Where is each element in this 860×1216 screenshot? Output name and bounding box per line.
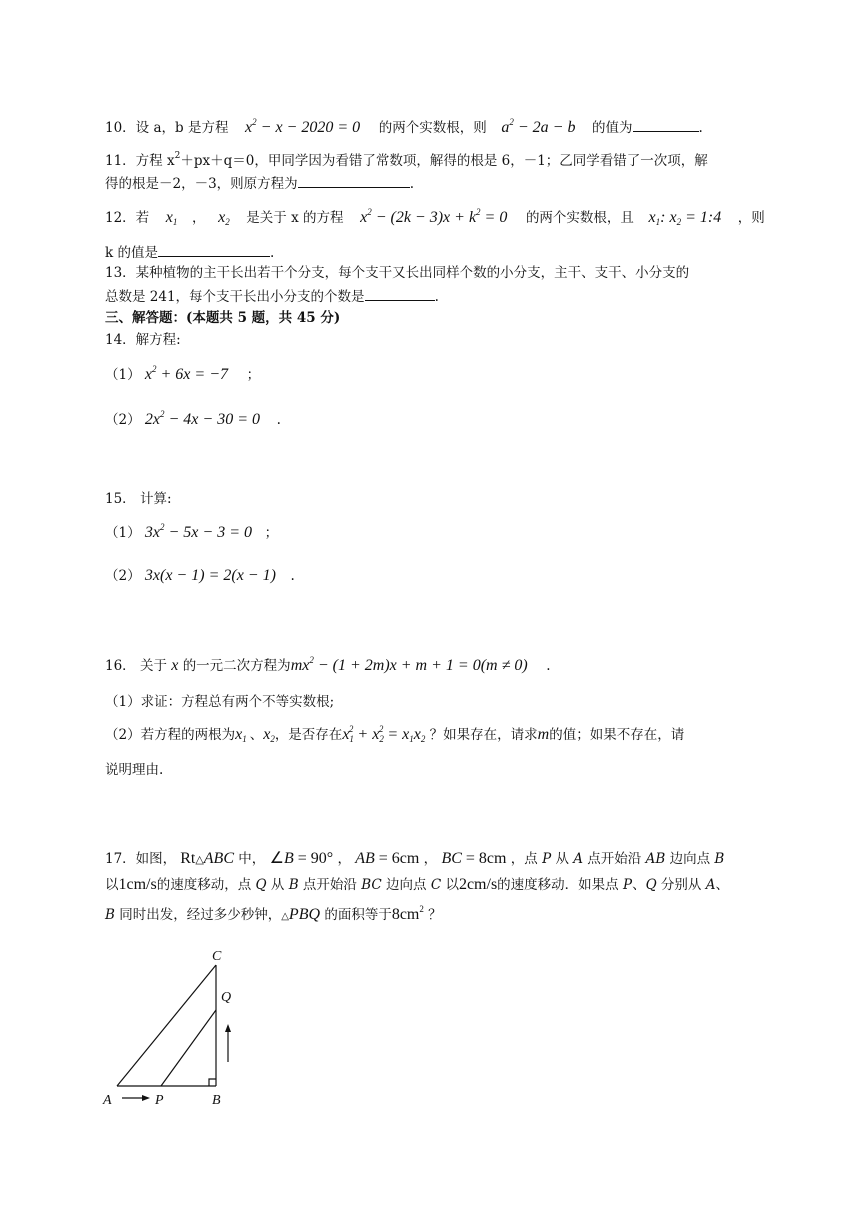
period: . — [409, 176, 414, 192]
q12-text-5: k 的值是 — [105, 245, 158, 261]
q10-equation: $x^2 - x - 2020 = 0$ — [245, 117, 361, 136]
label-a: A — [103, 1093, 112, 1108]
q14-p2-equation: $2x^2 - 4x - 30 = 0$ — [144, 409, 260, 428]
part-label: （1） — [105, 367, 141, 383]
question-17-line-1 — [105, 849, 724, 870]
part-label: （2） — [105, 568, 141, 584]
q10-text-1: 10．设 a，b 是方程 — [105, 120, 229, 136]
q16-p2-text-1: （2）若方程的两根为 — [105, 727, 236, 743]
label-p: P — [155, 1093, 164, 1108]
question-16-part-1: （1）求证：方程总有两个不等实数根; — [105, 694, 335, 710]
period: . — [434, 289, 439, 305]
q12-x2: $x_2$ — [218, 209, 230, 227]
q16-root-x2: $x_2$ — [263, 726, 275, 744]
question-14-title: 14．解方程: — [105, 332, 181, 348]
segment-pq — [161, 1010, 216, 1086]
question-16-line-1 — [105, 656, 551, 676]
question-14-part-1 — [105, 365, 260, 385]
q16-variable-m: m — [537, 726, 550, 743]
q16-text-1: 16． 关于 — [105, 658, 167, 674]
question-13-line-2 — [105, 286, 439, 307]
q16-p2-text-4: 的值；如果不存在，请 — [549, 727, 685, 743]
q12-comma: ， — [191, 210, 206, 226]
period: . — [546, 658, 551, 674]
q11-text: 得的根是－2，－3，则原方程为 — [105, 176, 298, 192]
period: . — [290, 568, 295, 584]
question-11-line-2 — [105, 173, 414, 194]
q16-text-2: 的一元二次方程为 — [182, 658, 291, 674]
part-label: （1） — [105, 525, 141, 541]
question-17-line-2 — [105, 875, 729, 895]
q12-ratio: $x_1$: $x_2$ = 1:4 — [648, 209, 722, 227]
q12-equation: $x^2 - (2k - 3)x + k^2 = 0$ — [360, 207, 508, 226]
period: . — [269, 245, 275, 261]
right-angle-mark — [209, 1079, 216, 1086]
q17-text-1: 17．如图， — [105, 851, 177, 867]
q17-ab: AB = 6cm — [355, 850, 420, 867]
q12-text-3: 的两个实数根，且 — [525, 210, 634, 226]
q17-speed-p: 1cm/s — [118, 876, 157, 893]
arrowhead-right-icon — [142, 1095, 150, 1101]
question-14-part-2 — [105, 410, 281, 430]
q17-pbq: △PBQ — [281, 906, 321, 923]
question-15-part-2 — [105, 566, 295, 586]
q12-text-4: ，则 — [737, 210, 765, 226]
label-b: B — [212, 1093, 221, 1108]
q16-p2-text-3: ？如果存在，请求 — [429, 727, 538, 743]
question-16-part-2-line-2: 说明理由. — [105, 762, 164, 778]
q17-text-6: 的速度移动．如果点 P、Q 分别从 A、 — [497, 877, 729, 893]
answer-blank[interactable] — [158, 242, 270, 257]
q12-text-2: 是关于 x 的方程 — [246, 210, 344, 226]
q16-variable-x: x — [171, 657, 179, 674]
q17-speed-q: 2cm/s — [458, 876, 498, 893]
q16-condition: $x_1^2 + x_2^2 = x_1x_2$ — [342, 724, 426, 744]
arrowhead-up-icon — [225, 1024, 231, 1032]
comma: ， — [423, 851, 438, 867]
section-heading: 三、解答题：(本题共 5 题，共 45 分) — [105, 310, 341, 326]
q10-text-3: 的值为 — [592, 120, 633, 136]
question-10 — [105, 117, 703, 138]
q10-text-2: 的两个实数根，则 — [378, 120, 487, 136]
q17-text-9: ？ — [428, 907, 442, 923]
question-12-line-2 — [105, 242, 274, 263]
q16-p2-text-2: ，是否存在 — [274, 727, 343, 743]
question-16-part-2-line-1 — [105, 725, 684, 745]
label-q: Q — [221, 990, 232, 1005]
q17-angle: ∠B = 90° — [269, 850, 334, 867]
q17-area: $8cm^2$ — [391, 904, 424, 923]
q17-text-3: ，点 P 从 A 点开始沿 AB 边向点 B — [510, 851, 725, 867]
comma: ， — [337, 851, 351, 867]
q12-text-1: 12．若 — [105, 210, 150, 226]
part-label: （2） — [105, 412, 141, 428]
q15-p1-equation: $3x^2 - 5x - 3 = 0$ — [144, 522, 252, 541]
q10-expression: $a^2 - 2a - b$ — [501, 117, 576, 136]
question-13-line-1: 13．某种植物的主干长出若干个分支，每个支干又长出同样个数的小分支，主干、支干、小分支的 — [105, 265, 690, 281]
question-15-part-1 — [105, 523, 278, 543]
q16-root-x1: $x_1$ — [235, 726, 247, 744]
answer-blank[interactable] — [365, 286, 435, 301]
answer-blank[interactable] — [298, 173, 410, 188]
side-ac — [117, 965, 216, 1086]
q12-x1: $x_1$ — [165, 209, 178, 227]
answer-blank[interactable] — [633, 117, 699, 132]
label-c: C — [212, 949, 222, 964]
q17-triangle: Rt△ABC — [180, 850, 234, 867]
q17-bc: BC = 8cm — [441, 850, 507, 867]
separator: 、 — [249, 727, 264, 743]
question-12-line-1 — [105, 208, 765, 228]
q13-text: 总数是 241，每个支干长出小分支的个数是 — [105, 289, 365, 305]
question-15-title: 15． 计算: — [105, 491, 172, 507]
q14-p1-equation: $x^2 + 6x = -7$ — [144, 364, 228, 383]
question-11-line-1: 11．方程 $x^2+px+q=0$，甲同学因为看错了常数项，解得的根是 6，－1；乙同学看错了一次项，解 — [105, 151, 708, 169]
period: . — [698, 120, 703, 136]
q16-equation: $mx^2 - (1 + 2m)x + m + 1 = 0(m \ne 0)$ — [290, 655, 528, 674]
semicolon: ； — [246, 367, 261, 383]
q17-text-8: 的面积等于 — [324, 907, 392, 923]
semicolon: ； — [264, 525, 279, 541]
q17-text-7: B 同时出发，经过多少秒钟， — [105, 907, 282, 923]
q17-text-2: 中， — [238, 851, 266, 867]
q17-text-4: 以 — [105, 877, 119, 893]
question-17-line-3 — [105, 905, 442, 927]
q15-p2-equation: 3x(x − 1) = 2(x − 1) — [144, 567, 276, 584]
q17-text-5: 的速度移动，点 Q 从 B 点开始沿 BC 边向点 C 以 — [156, 877, 459, 893]
period: . — [276, 412, 281, 428]
